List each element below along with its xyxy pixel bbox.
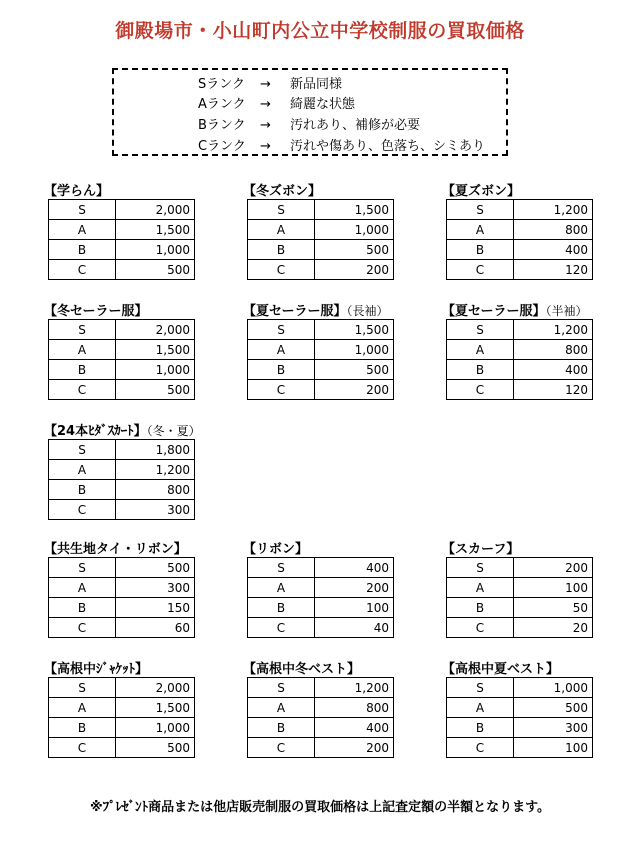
grade-cell: B — [49, 480, 116, 500]
table-row — [49, 678, 195, 698]
price-cell: 400 — [514, 240, 593, 260]
grade-cell: C — [447, 260, 514, 280]
table-row — [49, 240, 195, 260]
table-row — [447, 618, 593, 638]
grade-cell: A — [49, 698, 116, 718]
table-row — [447, 578, 593, 598]
table-row — [248, 220, 394, 240]
table-row — [49, 578, 195, 598]
grade-cell: S — [248, 320, 315, 340]
price-table — [48, 677, 195, 758]
price-cell: 200 — [315, 578, 394, 598]
grade-cell: C — [248, 738, 315, 758]
block-title-text: 【学らん】 — [44, 184, 110, 199]
grade-cell: C — [49, 618, 116, 638]
price-cell: 1,000 — [315, 220, 394, 240]
price-cell: 800 — [315, 698, 394, 718]
block-title — [442, 538, 519, 557]
block-title-text: 【冬セーラー服】 — [44, 304, 148, 319]
grade-cell: B — [447, 598, 514, 618]
legend-row — [198, 93, 355, 112]
table-row — [248, 340, 394, 360]
table-row — [248, 558, 394, 578]
table-row — [49, 320, 195, 340]
grade-cell: C — [248, 380, 315, 400]
price-cell: 500 — [116, 558, 195, 578]
table-row — [49, 738, 195, 758]
block-title-text: 【リボン】 — [243, 542, 309, 557]
legend-row — [198, 135, 485, 154]
table-row — [447, 240, 593, 260]
table-row — [49, 200, 195, 220]
price-table — [446, 319, 593, 400]
price-cell: 60 — [116, 618, 195, 638]
rank-legend — [112, 68, 508, 156]
grade-cell: A — [447, 698, 514, 718]
block-title — [243, 538, 308, 557]
grade-cell: C — [49, 380, 116, 400]
price-cell: 2,000 — [116, 320, 195, 340]
block-title-text: 【共生地タイ・リボン】 — [44, 542, 187, 557]
price-cell: 1,000 — [514, 678, 593, 698]
grade-cell: B — [248, 240, 315, 260]
grade-cell: B — [49, 718, 116, 738]
arrow-icon: → — [260, 77, 271, 92]
grade-cell: C — [248, 618, 315, 638]
block-title — [442, 180, 520, 199]
grade-cell: S — [49, 200, 116, 220]
arrow-icon: → — [260, 139, 271, 154]
table-row — [49, 500, 195, 520]
price-cell: 120 — [514, 260, 593, 280]
price-cell: 500 — [116, 380, 195, 400]
table-row — [49, 558, 195, 578]
grade-cell: B — [447, 240, 514, 260]
block-title — [44, 300, 147, 319]
grade-cell: B — [248, 360, 315, 380]
table-row — [49, 480, 195, 500]
block-title-suffix: （半袖） — [545, 304, 588, 318]
table-row — [447, 320, 593, 340]
grade-cell: B — [248, 718, 315, 738]
price-cell: 1,500 — [116, 698, 195, 718]
arrow-icon: → — [260, 118, 271, 133]
grade-cell: B — [447, 360, 514, 380]
table-row — [248, 260, 394, 280]
price-cell: 1,200 — [514, 320, 593, 340]
grade-cell: A — [447, 578, 514, 598]
block-title-text: 【高根中夏ベスト】 — [442, 662, 560, 677]
table-row — [49, 260, 195, 280]
price-cell: 1,200 — [315, 678, 394, 698]
table-row — [248, 578, 394, 598]
price-cell: 1,000 — [315, 340, 394, 360]
grade-cell: A — [49, 220, 116, 240]
price-cell: 1,500 — [116, 220, 195, 240]
table-row — [447, 220, 593, 240]
grade-cell: S — [447, 678, 514, 698]
block-title-text: 【夏セーラー服】 — [442, 304, 546, 319]
grade-cell: A — [248, 578, 315, 598]
price-cell: 800 — [514, 220, 593, 240]
table-row — [49, 618, 195, 638]
price-cell: 1,500 — [315, 200, 394, 220]
table-row — [447, 380, 593, 400]
legend-rank: Bランク — [198, 118, 246, 133]
table-row — [248, 678, 394, 698]
table-row — [447, 598, 593, 618]
block-title — [44, 658, 148, 677]
price-cell: 300 — [116, 578, 195, 598]
table-row — [248, 360, 394, 380]
price-cell: 500 — [315, 360, 394, 380]
legend-desc: 新品同様 — [290, 77, 343, 92]
price-cell: 400 — [315, 718, 394, 738]
price-cell: 500 — [116, 738, 195, 758]
grade-cell: B — [49, 598, 116, 618]
block-title-suffix: （長袖） — [346, 304, 389, 318]
block-title — [442, 658, 559, 677]
grade-cell: S — [49, 440, 116, 460]
table-row — [49, 220, 195, 240]
block-title-text: 【冬ズボン】 — [243, 184, 322, 199]
grade-cell: C — [248, 260, 315, 280]
grade-cell: C — [49, 500, 116, 520]
block-title-text: 【高根中冬ベスト】 — [243, 662, 361, 677]
page-title: 御殿場市・小山町内公立中学校制服の買取価格 — [115, 20, 525, 42]
price-cell: 800 — [116, 480, 195, 500]
table-row — [248, 598, 394, 618]
block-title — [243, 658, 360, 677]
table-row — [49, 380, 195, 400]
table-row — [248, 380, 394, 400]
price-cell: 400 — [315, 558, 394, 578]
table-row — [248, 738, 394, 758]
block-title — [44, 538, 187, 557]
price-table — [48, 439, 195, 520]
block-title — [44, 420, 201, 439]
price-table — [446, 199, 593, 280]
legend-rank: Cランク — [198, 139, 246, 154]
price-cell: 200 — [315, 738, 394, 758]
legend-desc: 綺麗な状態 — [290, 97, 356, 112]
table-row — [248, 240, 394, 260]
price-cell: 20 — [514, 618, 593, 638]
grade-cell: A — [447, 340, 514, 360]
grade-cell: B — [248, 598, 315, 618]
price-cell: 1,500 — [116, 340, 195, 360]
grade-cell: B — [49, 240, 116, 260]
table-row — [447, 698, 593, 718]
price-cell: 2,000 — [116, 200, 195, 220]
footer-note: ※ﾌﾟﾚｾﾞﾝﾄ商品または他店販売制服の買取価格は上記査定額の半額となります。 — [89, 800, 551, 815]
grade-cell: S — [248, 678, 315, 698]
legend-desc: 汚れや傷あり、色落ち、シミあり — [290, 139, 486, 154]
table-row — [447, 558, 593, 578]
price-cell: 200 — [315, 380, 394, 400]
block-title — [44, 180, 109, 199]
block-title — [243, 180, 321, 199]
grade-cell: A — [248, 698, 315, 718]
grade-cell: A — [49, 578, 116, 598]
price-cell: 1,500 — [315, 320, 394, 340]
price-table — [247, 677, 394, 758]
price-cell: 300 — [116, 500, 195, 520]
block-title — [243, 300, 389, 319]
table-row — [447, 718, 593, 738]
grade-cell: S — [447, 320, 514, 340]
price-cell: 1,200 — [514, 200, 593, 220]
legend-rank: Aランク — [198, 97, 246, 112]
price-cell: 120 — [514, 380, 593, 400]
price-cell: 50 — [514, 598, 593, 618]
grade-cell: B — [49, 360, 116, 380]
table-row — [447, 260, 593, 280]
table-row — [447, 200, 593, 220]
table-row — [49, 598, 195, 618]
price-table — [247, 199, 394, 280]
arrow-icon: → — [260, 97, 271, 112]
table-row — [447, 738, 593, 758]
price-table — [48, 199, 195, 280]
price-table — [247, 557, 394, 638]
legend-rank: Sランク — [198, 77, 245, 92]
grade-cell: A — [248, 220, 315, 240]
block-title-text: 【高根中ｼﾞｬｹｯﾄ】 — [44, 662, 149, 677]
price-table — [48, 319, 195, 400]
table-row — [447, 360, 593, 380]
price-cell: 200 — [514, 558, 593, 578]
price-cell: 400 — [514, 360, 593, 380]
grade-cell: A — [447, 220, 514, 240]
price-cell: 100 — [514, 738, 593, 758]
table-row — [49, 718, 195, 738]
grade-cell: S — [447, 558, 514, 578]
price-table — [446, 557, 593, 638]
price-cell: 100 — [514, 578, 593, 598]
grade-cell: S — [447, 200, 514, 220]
price-cell: 100 — [315, 598, 394, 618]
block-title — [442, 300, 588, 319]
block-title-suffix: （冬・夏） — [146, 424, 201, 438]
price-cell: 300 — [514, 718, 593, 738]
table-row — [49, 460, 195, 480]
table-row — [49, 698, 195, 718]
grade-cell: A — [49, 340, 116, 360]
price-table — [247, 319, 394, 400]
table-row — [447, 678, 593, 698]
table-row — [248, 698, 394, 718]
table-row — [248, 320, 394, 340]
table-row — [248, 718, 394, 738]
grade-cell: C — [49, 738, 116, 758]
grade-cell: S — [248, 558, 315, 578]
grade-cell: C — [447, 380, 514, 400]
price-cell: 1,000 — [116, 718, 195, 738]
price-cell: 1,200 — [116, 460, 195, 480]
price-cell: 1,000 — [116, 240, 195, 260]
table-row — [248, 618, 394, 638]
table-row — [49, 360, 195, 380]
grade-cell: B — [447, 718, 514, 738]
block-title-text: 【夏セーラー服】 — [243, 304, 347, 319]
price-cell: 500 — [514, 698, 593, 718]
table-row — [49, 340, 195, 360]
grade-cell: S — [248, 200, 315, 220]
grade-cell: S — [49, 320, 116, 340]
price-cell: 1,800 — [116, 440, 195, 460]
price-cell: 500 — [116, 260, 195, 280]
price-cell: 200 — [315, 260, 394, 280]
price-cell: 150 — [116, 598, 195, 618]
grade-cell: C — [447, 618, 514, 638]
grade-cell: C — [49, 260, 116, 280]
table-row — [248, 200, 394, 220]
block-title-text: 【スカーフ】 — [442, 542, 520, 557]
price-cell: 800 — [514, 340, 593, 360]
block-title-text: 【24本ﾋﾀﾞｽｶｰﾄ】 — [44, 424, 147, 439]
price-table — [446, 677, 593, 758]
legend-desc: 汚れあり、補修が必要 — [290, 118, 421, 133]
price-table — [48, 557, 195, 638]
price-cell: 40 — [315, 618, 394, 638]
table-row — [447, 340, 593, 360]
legend-row — [198, 73, 342, 92]
table-row — [49, 440, 195, 460]
grade-cell: S — [49, 678, 116, 698]
legend-row — [198, 114, 420, 133]
grade-cell: C — [447, 738, 514, 758]
grade-cell: A — [49, 460, 116, 480]
price-cell: 1,000 — [116, 360, 195, 380]
grade-cell: A — [248, 340, 315, 360]
price-cell: 500 — [315, 240, 394, 260]
price-cell: 2,000 — [116, 678, 195, 698]
grade-cell: S — [49, 558, 116, 578]
block-title-text: 【夏ズボン】 — [442, 184, 521, 199]
